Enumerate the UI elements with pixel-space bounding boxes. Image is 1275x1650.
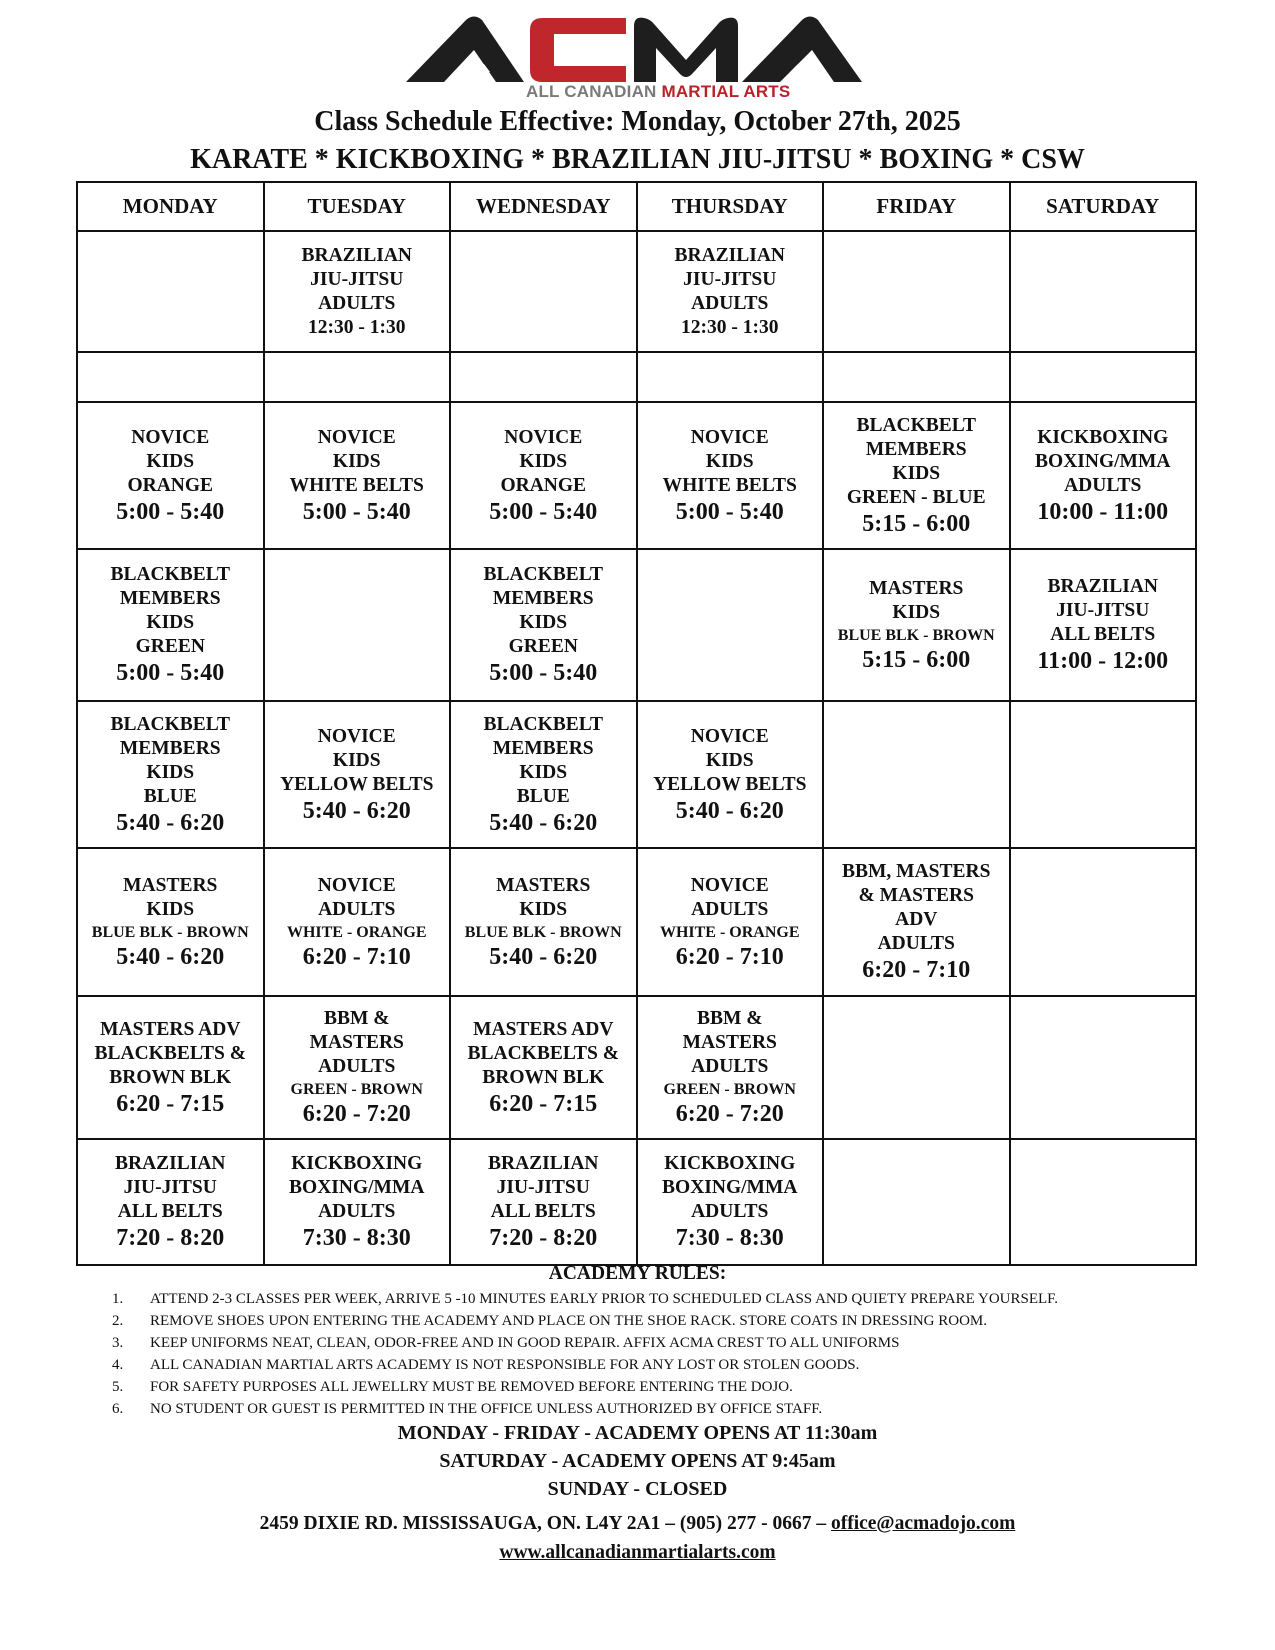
rule-number: 6. — [112, 1401, 124, 1417]
class-time: 6:20 - 7:10 — [302, 943, 411, 970]
class-cell-saturday — [1010, 231, 1197, 352]
class-cell-tuesday — [264, 352, 451, 402]
class-label: WHITE BELTS — [289, 474, 424, 496]
class-time: 7:30 - 8:30 — [302, 1225, 411, 1251]
belt-range: BLUE BLK - BROWN — [464, 923, 622, 941]
class-label: BRAZILIAN — [114, 1153, 226, 1174]
class-label: NOVICE — [317, 426, 396, 448]
class-cell-tuesday — [264, 402, 451, 549]
class-cell-wednesday — [450, 402, 637, 549]
class-time: 5:15 - 6:00 — [862, 646, 971, 673]
class-label: MASTERS ADV — [473, 1018, 614, 1040]
class-label: MEMBERS — [492, 588, 594, 609]
class-cell-thursday — [637, 1139, 824, 1265]
class-cell-wednesday — [450, 996, 637, 1139]
class-cell-monday — [77, 848, 264, 996]
day-header-thursday: THURSDAY — [637, 182, 824, 231]
class-cell-friday — [823, 231, 1010, 352]
schedule-row — [77, 231, 1196, 352]
rule-text: REMOVE SHOES UPON ENTERING THE ACADEMY AND PLACE ON THE SHOE RACK. STORE COATS IN DRESSING ROOM. — [150, 1313, 988, 1329]
class-label: WHITE BELTS — [662, 474, 797, 496]
class-time: 6:20 - 7:15 — [116, 1090, 225, 1117]
class-label: MEMBERS — [492, 737, 594, 759]
class-time: 11:00 - 12:00 — [1037, 648, 1169, 674]
class-time: 7:20 - 8:20 — [489, 1225, 598, 1251]
class-label: BLACKBELT — [110, 564, 231, 585]
class-label: GREEN — [508, 636, 578, 657]
class-cell-friday — [823, 402, 1010, 549]
disciplines-title: KARATE * KICKBOXING * BRAZILIAN JIU-JITSU * BOXING * CSW — [190, 144, 1085, 175]
contact-email-link[interactable]: office@acmadojo.com — [830, 1513, 1016, 1534]
class-time: 6:20 - 7:20 — [675, 1101, 784, 1127]
class-label: NOVICE — [690, 426, 769, 448]
class-time: 5:40 - 6:20 — [489, 809, 598, 836]
class-label: KIDS — [332, 450, 381, 472]
rule-text: NO STUDENT OR GUEST IS PERMITTED IN THE OFFICE UNLESS AUTHORIZED BY OFFICE STAFF. — [150, 1401, 823, 1417]
class-label: NOVICE — [690, 874, 769, 896]
day-header-friday: FRIDAY — [823, 182, 1010, 231]
class-time: 5:40 - 6:20 — [116, 943, 225, 970]
class-time: 5:40 - 6:20 — [302, 797, 411, 824]
hours-sunday: SUNDAY - CLOSED — [547, 1478, 728, 1500]
class-label: BLUE — [143, 785, 197, 807]
class-cell-saturday — [1010, 402, 1197, 549]
rule-item — [106, 1332, 1058, 1354]
class-time: 6:20 - 7:10 — [862, 957, 971, 983]
class-cell-monday — [77, 549, 264, 701]
class-time: 5:00 - 5:40 — [116, 660, 225, 686]
class-cell-wednesday — [450, 848, 637, 996]
rule-number: 3. — [112, 1335, 124, 1351]
class-cell-saturday — [1010, 1139, 1197, 1265]
rule-number: 4. — [112, 1357, 124, 1373]
class-cell-wednesday — [450, 231, 637, 352]
belt-range: WHITE - ORANGE — [286, 923, 427, 941]
class-cell-monday — [77, 996, 264, 1139]
class-cell-thursday — [637, 701, 824, 848]
class-time: 5:15 - 6:00 — [862, 510, 971, 537]
class-label: KIDS — [519, 612, 568, 633]
class-label: ADULTS — [318, 898, 396, 920]
class-label: NOVICE — [131, 426, 210, 448]
class-label: ADULTS — [691, 1056, 769, 1077]
class-time: 5:00 - 5:40 — [489, 498, 598, 525]
hours-weekday: MONDAY - FRIDAY - ACADEMY OPENS AT 11:30am — [397, 1422, 878, 1444]
class-label: YELLOW BELTS — [280, 773, 434, 795]
class-label: KIDS — [146, 612, 195, 633]
class-cell-friday — [823, 1139, 1010, 1265]
class-label: KIDS — [146, 450, 195, 472]
class-label: BOXING/MMA — [289, 1177, 425, 1198]
class-label: KICKBOXING — [291, 1153, 423, 1174]
class-label: ORANGE — [127, 474, 214, 496]
class-label: KIDS — [146, 761, 195, 783]
class-cell-saturday — [1010, 549, 1197, 701]
rule-item — [106, 1354, 1058, 1376]
class-time: 5:00 - 5:40 — [116, 498, 225, 525]
rule-text: ALL CANADIAN MARTIAL ARTS ACADEMY IS NOT RESPONSIBLE FOR ANY LOST OR STOLEN GOODS. — [150, 1357, 860, 1373]
class-label: BBM & — [323, 1008, 390, 1029]
class-cell-friday — [823, 352, 1010, 402]
class-cell-thursday — [637, 352, 824, 402]
class-label: KIDS — [705, 749, 754, 771]
class-schedule-table — [76, 181, 1197, 1266]
class-time: 5:40 - 6:20 — [489, 943, 598, 970]
class-label: NOVICE — [317, 874, 396, 896]
day-header-saturday: SATURDAY — [1010, 182, 1197, 231]
class-time: 7:30 - 8:30 — [675, 1225, 784, 1251]
class-label: ADULTS — [318, 292, 396, 314]
day-header-monday: MONDAY — [77, 182, 264, 231]
class-label: BRAZILIAN — [487, 1153, 599, 1174]
rule-number: 5. — [112, 1379, 124, 1395]
website-line — [0, 1542, 1275, 1564]
schedule-row — [77, 352, 1196, 402]
class-cell-tuesday — [264, 848, 451, 996]
class-label: NOVICE — [690, 725, 769, 747]
class-time: 5:40 - 6:20 — [675, 797, 784, 824]
class-label: GREEN — [135, 636, 205, 657]
class-cell-thursday — [637, 848, 824, 996]
logo-subtitle-red: MARTIAL ARTS — [661, 82, 791, 101]
schedule-row — [77, 848, 1196, 996]
class-cell-saturday — [1010, 848, 1197, 996]
class-cell-monday — [77, 701, 264, 848]
day-header-row — [77, 182, 1196, 231]
class-time: 12:30 - 1:30 — [681, 316, 779, 338]
rule-number: 2. — [112, 1313, 124, 1329]
class-label: KIDS — [332, 749, 381, 771]
rule-item — [106, 1376, 1058, 1398]
class-label: NOVICE — [317, 725, 396, 747]
rule-item — [106, 1288, 1058, 1310]
class-label: MASTERS — [123, 874, 218, 896]
class-cell-tuesday — [264, 1139, 451, 1265]
class-label: JIU-JITSU — [683, 268, 777, 290]
contact-line — [0, 1513, 1275, 1535]
class-label: MASTERS ADV — [100, 1018, 241, 1040]
class-cell-monday — [77, 1139, 264, 1265]
class-label: JIU-JITSU — [123, 1177, 217, 1198]
belt-range: GREEN - BROWN — [290, 1081, 423, 1098]
class-label: KIDS — [146, 898, 195, 920]
class-label: YELLOW BELTS — [653, 773, 807, 795]
class-label: BLUE — [516, 785, 570, 807]
class-label: BROWN BLK — [109, 1066, 232, 1088]
class-time: 6:20 - 7:20 — [302, 1101, 411, 1127]
class-cell-wednesday — [450, 549, 637, 701]
class-label: KIDS — [892, 462, 941, 484]
class-cell-thursday — [637, 231, 824, 352]
logo-subtitle-grey: ALL CANADIAN — [526, 82, 657, 101]
class-cell-saturday — [1010, 352, 1197, 402]
class-cell-wednesday — [450, 352, 637, 402]
class-time: 5:00 - 5:40 — [302, 498, 411, 525]
rules-list — [106, 1288, 1058, 1420]
class-label: KIDS — [892, 601, 941, 623]
class-label: MEMBERS — [119, 737, 221, 759]
class-label: KIDS — [705, 450, 754, 472]
class-label: KICKBOXING — [1037, 426, 1169, 448]
class-cell-saturday — [1010, 996, 1197, 1139]
class-cell-monday — [77, 352, 264, 402]
class-label: NOVICE — [504, 426, 583, 448]
class-label: MASTERS — [309, 1032, 404, 1053]
class-label: ADULTS — [318, 1056, 396, 1077]
belt-range: BLUE BLK - BROWN — [91, 923, 249, 941]
rule-number: 1. — [112, 1291, 124, 1307]
logo-subtitle — [526, 82, 866, 102]
class-label: MEMBERS — [119, 588, 221, 609]
class-label: ORANGE — [500, 474, 587, 496]
class-time: 5:00 - 5:40 — [489, 660, 598, 686]
rule-text: FOR SAFETY PURPOSES ALL JEWELLRY MUST BE REMOVED BEFORE ENTERING THE DOJO. — [150, 1379, 793, 1395]
schedule-row — [77, 1139, 1196, 1265]
class-cell-wednesday — [450, 701, 637, 848]
class-label: BLACKBELTS & — [94, 1042, 247, 1064]
rules-title: ACADEMY RULES: — [548, 1263, 727, 1284]
class-cell-tuesday — [264, 549, 451, 701]
belt-range: WHITE - ORANGE — [659, 923, 800, 941]
class-label: ALL BELTS — [490, 1201, 596, 1222]
class-label: BRAZILIAN — [301, 244, 413, 266]
class-label: BLACKBELTS & — [467, 1042, 620, 1064]
class-cell-wednesday — [450, 1139, 637, 1265]
effective-date-title: Class Schedule Effective: Monday, October 27th, 2025 — [314, 106, 961, 137]
class-cell-friday — [823, 848, 1010, 996]
class-label: BOXING/MMA — [1035, 450, 1171, 472]
belt-range: GREEN - BROWN — [663, 1081, 796, 1098]
class-label: BBM, MASTERS — [842, 861, 991, 882]
day-header-tuesday: TUESDAY — [264, 182, 451, 231]
class-label: BOXING/MMA — [662, 1177, 798, 1198]
hours-saturday: SATURDAY - ACADEMY OPENS AT 9:45am — [439, 1450, 836, 1472]
class-label: BLACKBELT — [110, 713, 231, 735]
class-label: MEMBERS — [865, 438, 967, 460]
rule-item — [106, 1398, 1058, 1420]
schedule-row — [77, 996, 1196, 1139]
class-label: ALL BELTS — [117, 1201, 223, 1222]
class-label: ADULTS — [691, 1201, 769, 1222]
belt-range: BLUE BLK - BROWN — [837, 626, 995, 644]
class-label: KIDS — [519, 898, 568, 920]
class-cell-friday — [823, 996, 1010, 1139]
class-label: MASTERS — [869, 577, 964, 599]
class-cell-tuesday — [264, 996, 451, 1139]
class-time: 12:30 - 1:30 — [308, 316, 406, 338]
class-time: 7:20 - 8:20 — [116, 1225, 225, 1251]
class-label: BRAZILIAN — [674, 244, 786, 266]
acma-logo-wordmark-icon — [404, 14, 864, 84]
class-label: KIDS — [519, 761, 568, 783]
class-cell-thursday — [637, 402, 824, 549]
class-label: ADULTS — [1064, 474, 1142, 496]
class-cell-friday — [823, 549, 1010, 701]
class-label: & MASTERS — [858, 885, 974, 906]
class-label: MASTERS — [682, 1032, 777, 1053]
class-label: BLACKBELT — [483, 564, 604, 585]
rule-text: KEEP UNIFORMS NEAT, CLEAN, ODOR-FREE AND IN GOOD REPAIR. AFFIX ACMA CREST TO ALL UNIFORMS — [150, 1335, 900, 1351]
contact-address-phone: 2459 DIXIE RD. MISSISSAUGA, ON. L4Y 2A1 – (905) 277 - 0667 – — [259, 1513, 831, 1534]
class-label: BBM & — [696, 1008, 763, 1029]
class-label: ADULTS — [691, 898, 769, 920]
class-label: KICKBOXING — [664, 1153, 796, 1174]
class-label: ALL BELTS — [1050, 624, 1156, 645]
class-cell-tuesday — [264, 701, 451, 848]
class-label: BRAZILIAN — [1047, 576, 1159, 597]
class-label: JIU-JITSU — [310, 268, 404, 290]
class-time: 5:40 - 6:20 — [116, 809, 225, 836]
class-label: ADULTS — [318, 1201, 396, 1222]
class-label: BROWN BLK — [482, 1066, 605, 1088]
website-link[interactable]: www.allcanadianmartialarts.com — [499, 1542, 776, 1563]
class-label: JIU-JITSU — [1056, 600, 1150, 621]
class-time: 5:00 - 5:40 — [675, 498, 784, 525]
class-label: ADULTS — [691, 292, 769, 314]
class-time: 6:20 - 7:10 — [675, 943, 784, 970]
class-label: JIU-JITSU — [496, 1177, 590, 1198]
class-cell-tuesday — [264, 231, 451, 352]
class-time: 6:20 - 7:15 — [489, 1090, 598, 1117]
class-cell-friday — [823, 701, 1010, 848]
class-label: ADULTS — [877, 933, 955, 954]
class-label: BLACKBELT — [856, 414, 977, 436]
rule-text: ATTEND 2-3 CLASSES PER WEEK, ARRIVE 5 -10 MINUTES EARLY PRIOR TO SCHEDULED CLASS AND QUIETY PREPARE YOURSELF. — [150, 1291, 1059, 1307]
class-cell-thursday — [637, 996, 824, 1139]
class-time: 10:00 - 11:00 — [1037, 498, 1169, 525]
class-label: ADV — [895, 909, 938, 930]
rule-item — [106, 1310, 1058, 1332]
class-cell-monday — [77, 231, 264, 352]
schedule-row — [77, 549, 1196, 701]
class-cell-monday — [77, 402, 264, 549]
day-header-wednesday: WEDNESDAY — [450, 182, 637, 231]
class-label: BLACKBELT — [483, 713, 604, 735]
class-label: GREEN - BLUE — [846, 486, 986, 508]
class-cell-saturday — [1010, 701, 1197, 848]
class-label: MASTERS — [496, 874, 591, 896]
schedule-row — [77, 701, 1196, 848]
class-cell-thursday — [637, 549, 824, 701]
class-label: KIDS — [519, 450, 568, 472]
schedule-row — [77, 402, 1196, 549]
